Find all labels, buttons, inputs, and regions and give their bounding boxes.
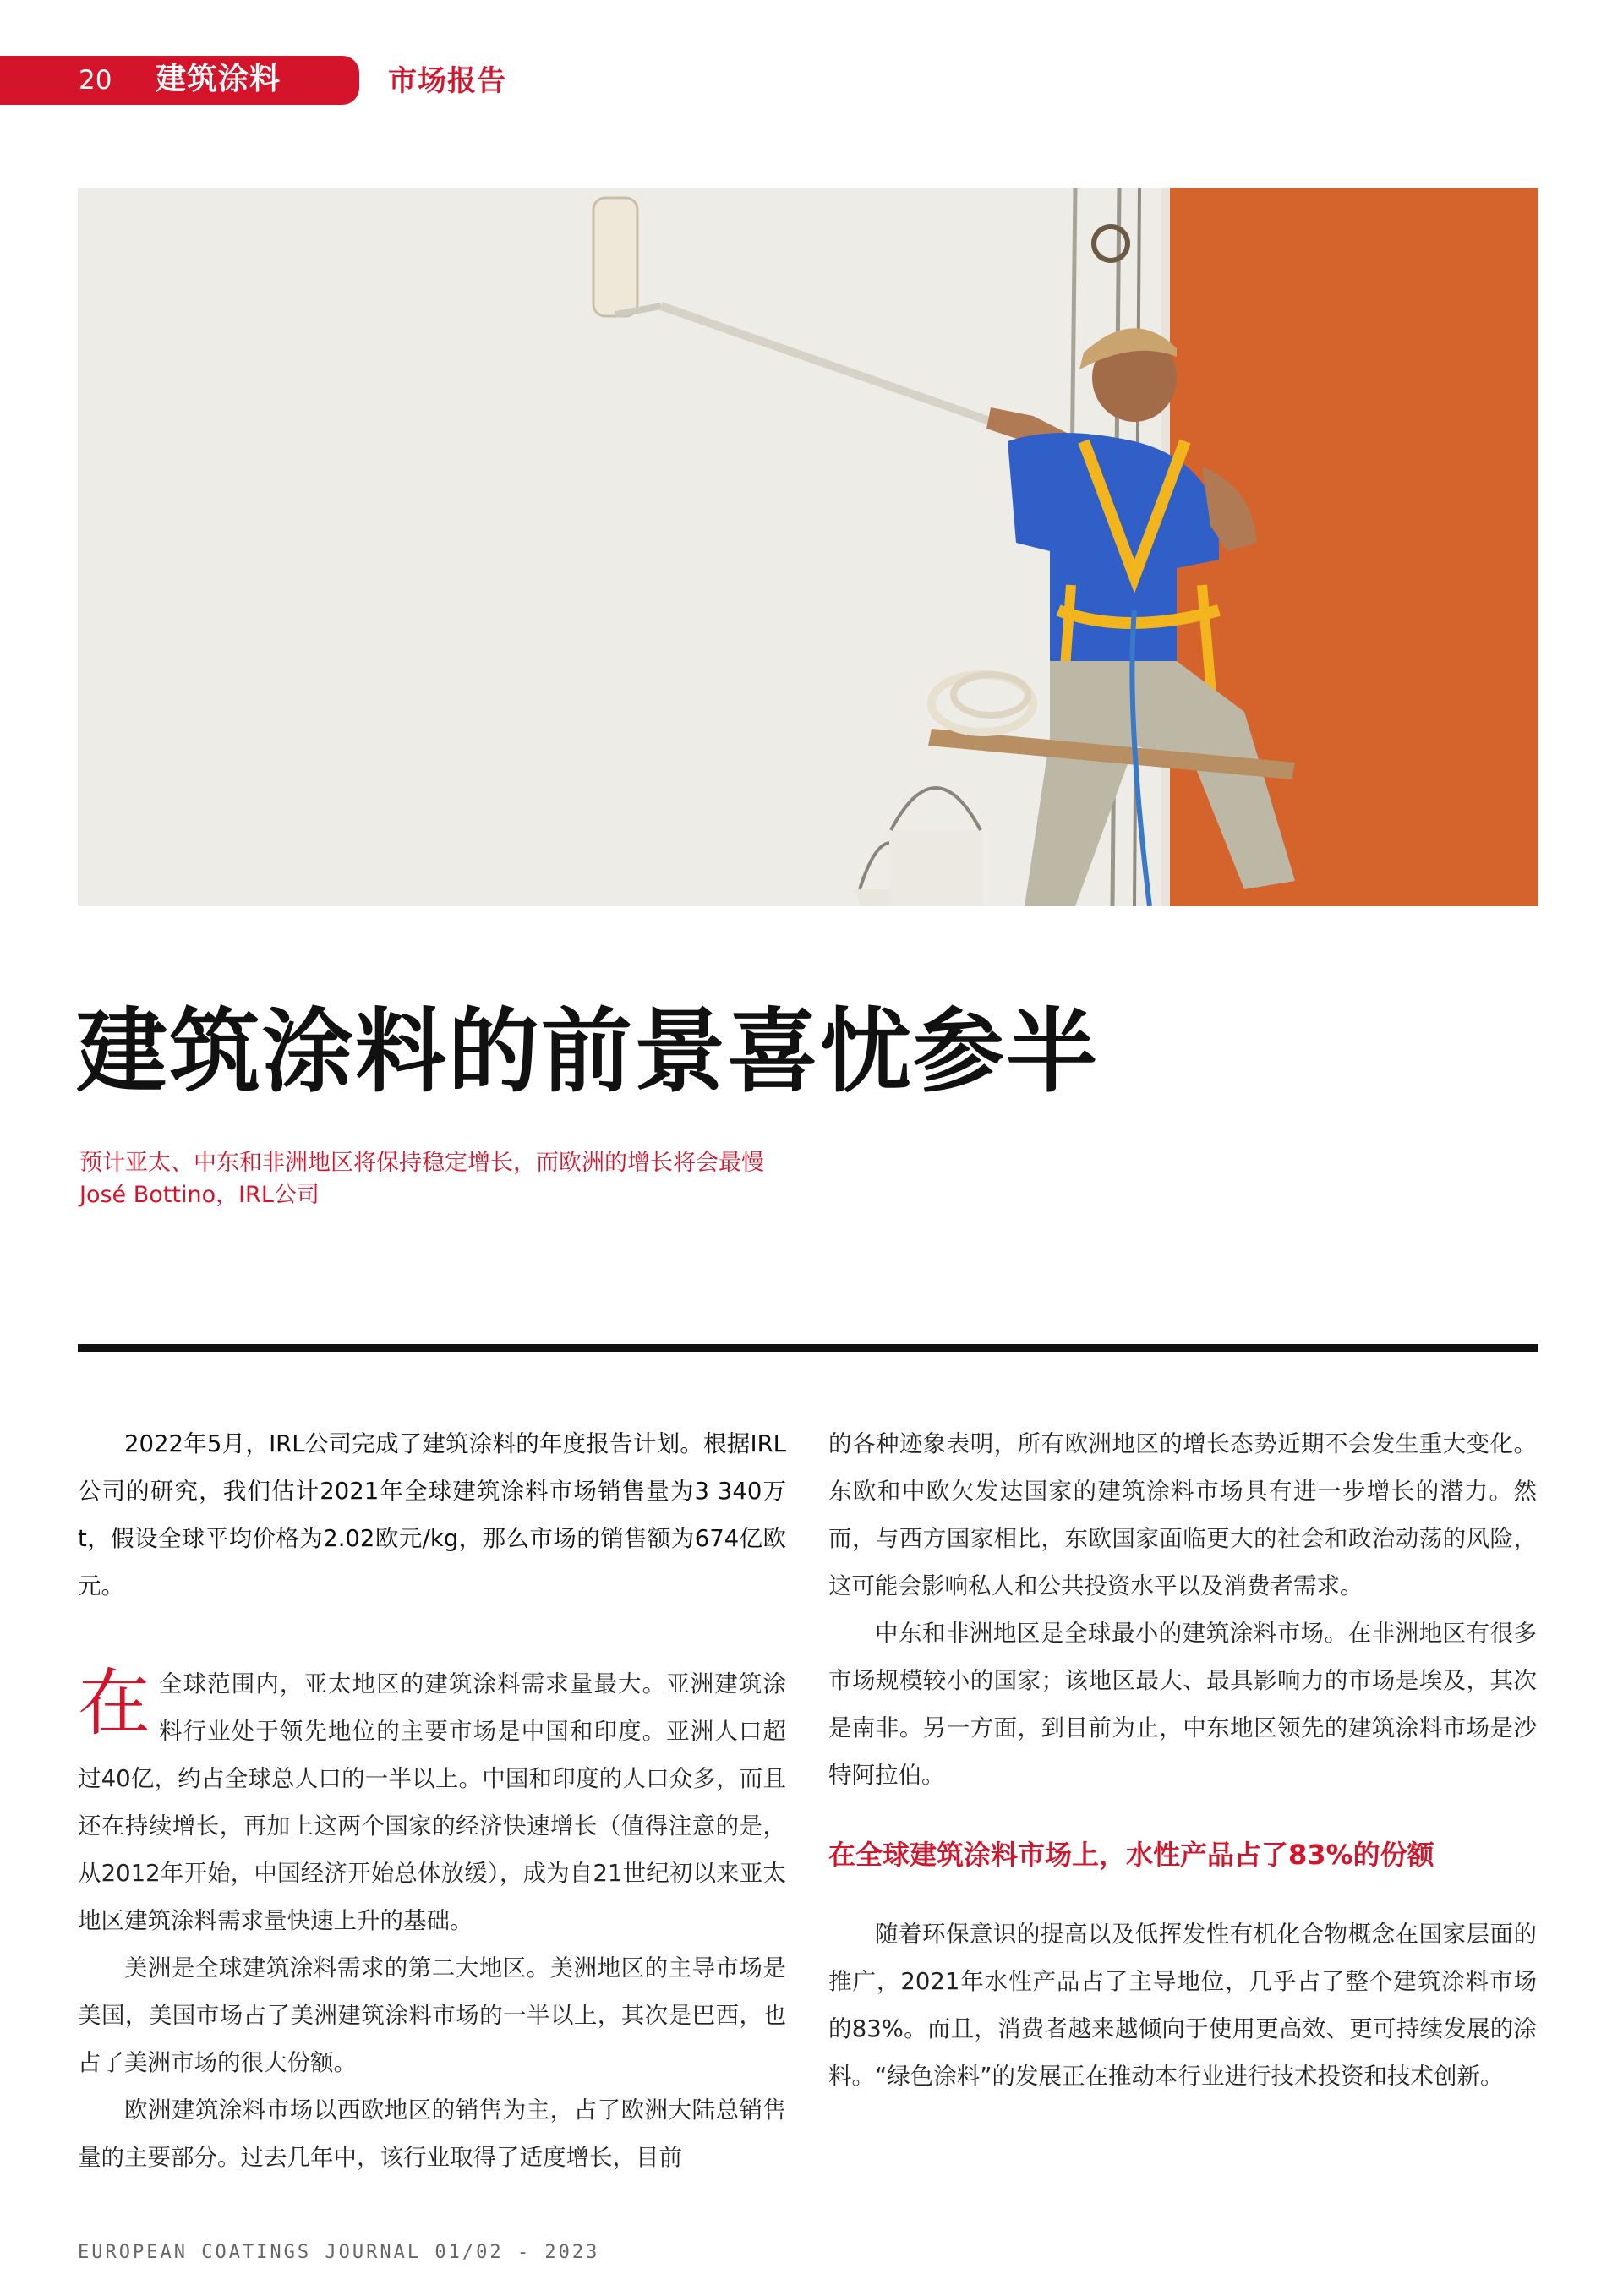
body-paragraph-1-text: 全球范围内，亚太地区的建筑涂料需求量最大。亚洲建筑涂料行业处于领先地位的主要市场是中国和印度。亚洲人口超过40亿，约占全球总人口的一半以上。中国和印度的人口众多，而且还在持续增长，再加上这两个国家的经济快速增长（值得注意的是，从2012年开始，中国经济开始总体放缓），成为自21世纪初以来亚太地区建筑涂料需求量快速上升的基础。 <box>78 1670 786 1934</box>
section-subheading: 在全球建筑涂料市场上，水性产品占了83%的份额 <box>828 1839 1434 1871</box>
body-paragraph-2: 美洲是全球建筑涂料需求的第二大地区。美洲地区的主导市场是美国，美国市场占了美洲建筑涂料市场的一半以上，其次是巴西，也占了美洲市场的很大份额。 <box>78 1954 786 2076</box>
footer-journal: EUROPEAN COATINGS JOURNAL 01/02 - 2023 <box>78 2242 600 2263</box>
body-paragraph-4: 的各种迹象表明，所有欧洲地区的增长态势近期不会发生重大变化。东欧和中欧欠发达国家的建筑涂料市场具有进一步增长的潜力。然而，与西方国家相比，东欧国家面临更大的社会和政治动荡的风险，这可能会影响私人和公共投资水平以及消费者需求。 <box>828 1430 1537 1599</box>
section-label: 市场报告 <box>388 64 506 98</box>
spacer <box>78 1610 786 1660</box>
article-title: 建筑涂料的前景喜忧参半 <box>76 999 1100 1105</box>
article-author: José Bottino，IRL公司 <box>79 1182 320 1208</box>
drop-cap: 在 <box>78 1661 150 1746</box>
page-number: 20 <box>79 65 112 96</box>
body-paragraph-3: 欧洲建筑涂料市场以西欧地区的销售为主，占了欧洲大陆总销售量的主要部分。过去几年中，该行业取得了适度增长，目前 <box>78 2096 786 2171</box>
painter-illustration <box>78 188 1538 906</box>
body-paragraph-1 <box>78 1660 786 1944</box>
article-subtitle: 预计亚太、中东和非洲地区将保持稳定增长，而欧洲的增长将会最慢 <box>79 1150 764 1176</box>
divider-rule <box>78 1344 1538 1352</box>
header-tab <box>0 56 359 105</box>
magazine-name: 建筑涂料 <box>156 62 281 96</box>
body-paragraph-6: 随着环保意识的提高以及低挥发性有机化合物概念在国家层面的推广，2021年水性产品占了主导地位，几乎占了整个建筑涂料市场的83%。而且，消费者越来越倾向于使用更高效、更可持续发展的涂料。“绿色涂料”的发展正在推动本行业进行技术投资和技术创新。 <box>828 1921 1537 2090</box>
hero-photo <box>78 188 1538 906</box>
column-left <box>78 1420 786 2181</box>
lead-paragraph: 2022年5月，IRL公司完成了建筑涂料的年度报告计划。根据IRL公司的研究，我们估计2021年全球建筑涂料市场销售量为3 340万t，假设全球平均价格为2.02欧元/kg，那么市场的销售额为674亿欧元。 <box>78 1430 786 1599</box>
column-right <box>828 1420 1537 2100</box>
body-paragraph-5: 中东和非洲地区是全球最小的建筑涂料市场。在非洲地区有很多市场规模较小的国家；该地区最大、最具影响力的市场是埃及，其次是南非。另一方面，到目前为止，中东地区领先的建筑涂料市场是沙特阿拉伯。 <box>828 1620 1537 1789</box>
